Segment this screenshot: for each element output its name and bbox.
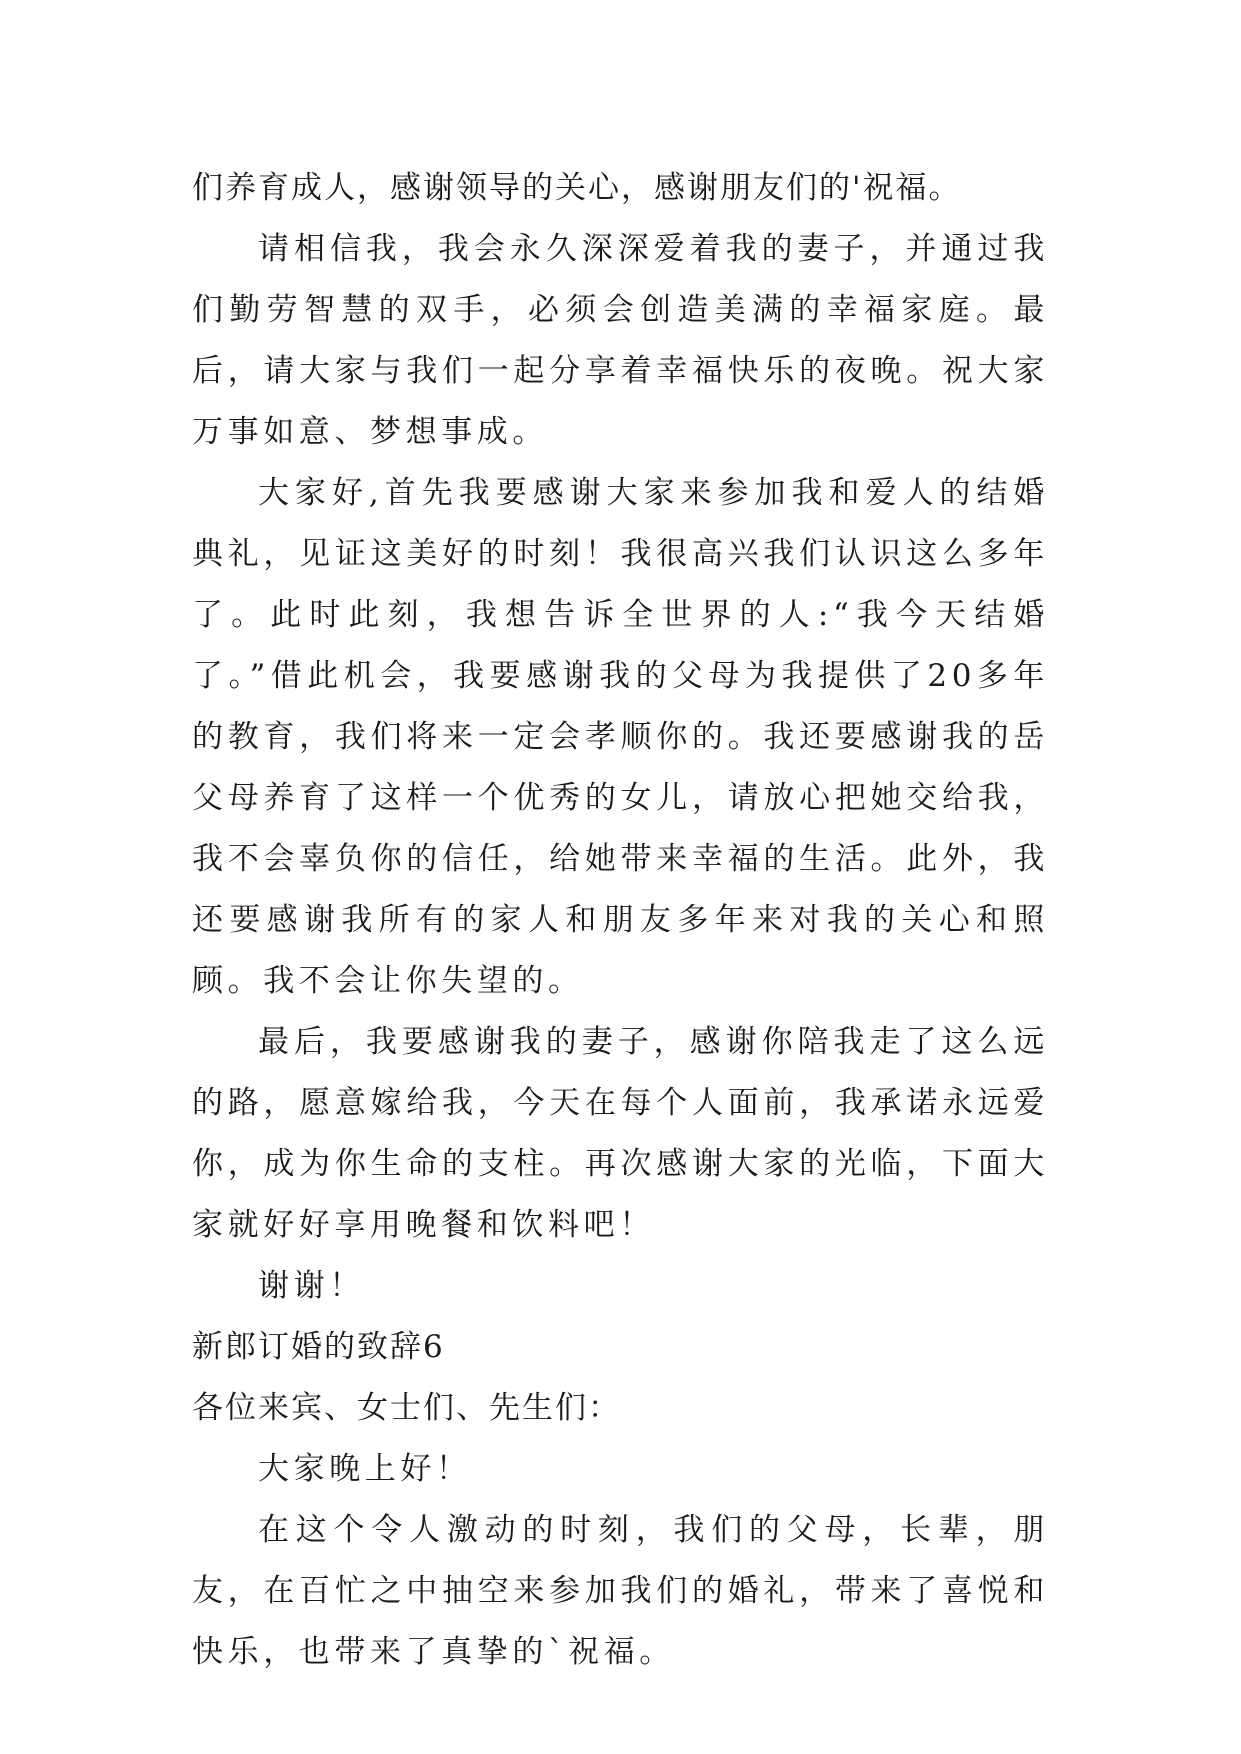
paragraph-promise: 请相信我，我会永久深深爱着我的妻子，并通过我们勤劳智慧的双手，必须会创造美满的幸福家庭。最后，请大家与我们一起分享着幸福快乐的夜晚。祝大家万事如意、梦想事成。 (192, 231, 1049, 450)
paragraph-thanks-guests: 大家好,首先我要感谢大家来参加我和爱人的结婚典礼，见证这美好的时刻！我很高兴我们认识这么多年了。此时此刻，我想告诉全世界的人:“我今天结婚了。”借此机会，我要感谢我的父母为我提供了20多年的教育，我们将来一定会孝顺你的。我还要感谢我的岳父母养育了这样一个优秀的女儿，请放心把她交给我，我不会辜负你的信任，给她带来幸福的生活。此外，我还要感谢我所有的家人和朋友多年来对我的关心和照顾。我不会让你失望的。 (192, 475, 1049, 999)
salutation: 各位来宾、女士们、先生们： (192, 1390, 621, 1426)
document-body (192, 158, 1049, 1683)
paragraph-continuation: 们养育成人，感谢领导的关心，感谢朋友们的'祝福。 (192, 170, 962, 206)
paragraph-thank-you: 谢谢！ (258, 1268, 365, 1304)
paragraph-opening: 在这个令人激动的时刻，我们的父母，长辈，朋友，在百忙之中抽空来参加我们的婚礼，带来了喜悦和快乐，也带来了真挚的`祝福。 (192, 1512, 1049, 1670)
section-heading: 新郎订婚的致辞6 (192, 1329, 445, 1365)
paragraph-thanks-wife: 最后，我要感谢我的妻子，感谢你陪我走了这么远的路，愿意嫁给我，今天在每个人面前，我承诺永远爱你，成为你生命的支柱。再次感谢大家的光临，下面大家就好好享用晚餐和饮料吧！ (192, 1024, 1049, 1243)
greeting: 大家晚上好！ (258, 1451, 472, 1487)
